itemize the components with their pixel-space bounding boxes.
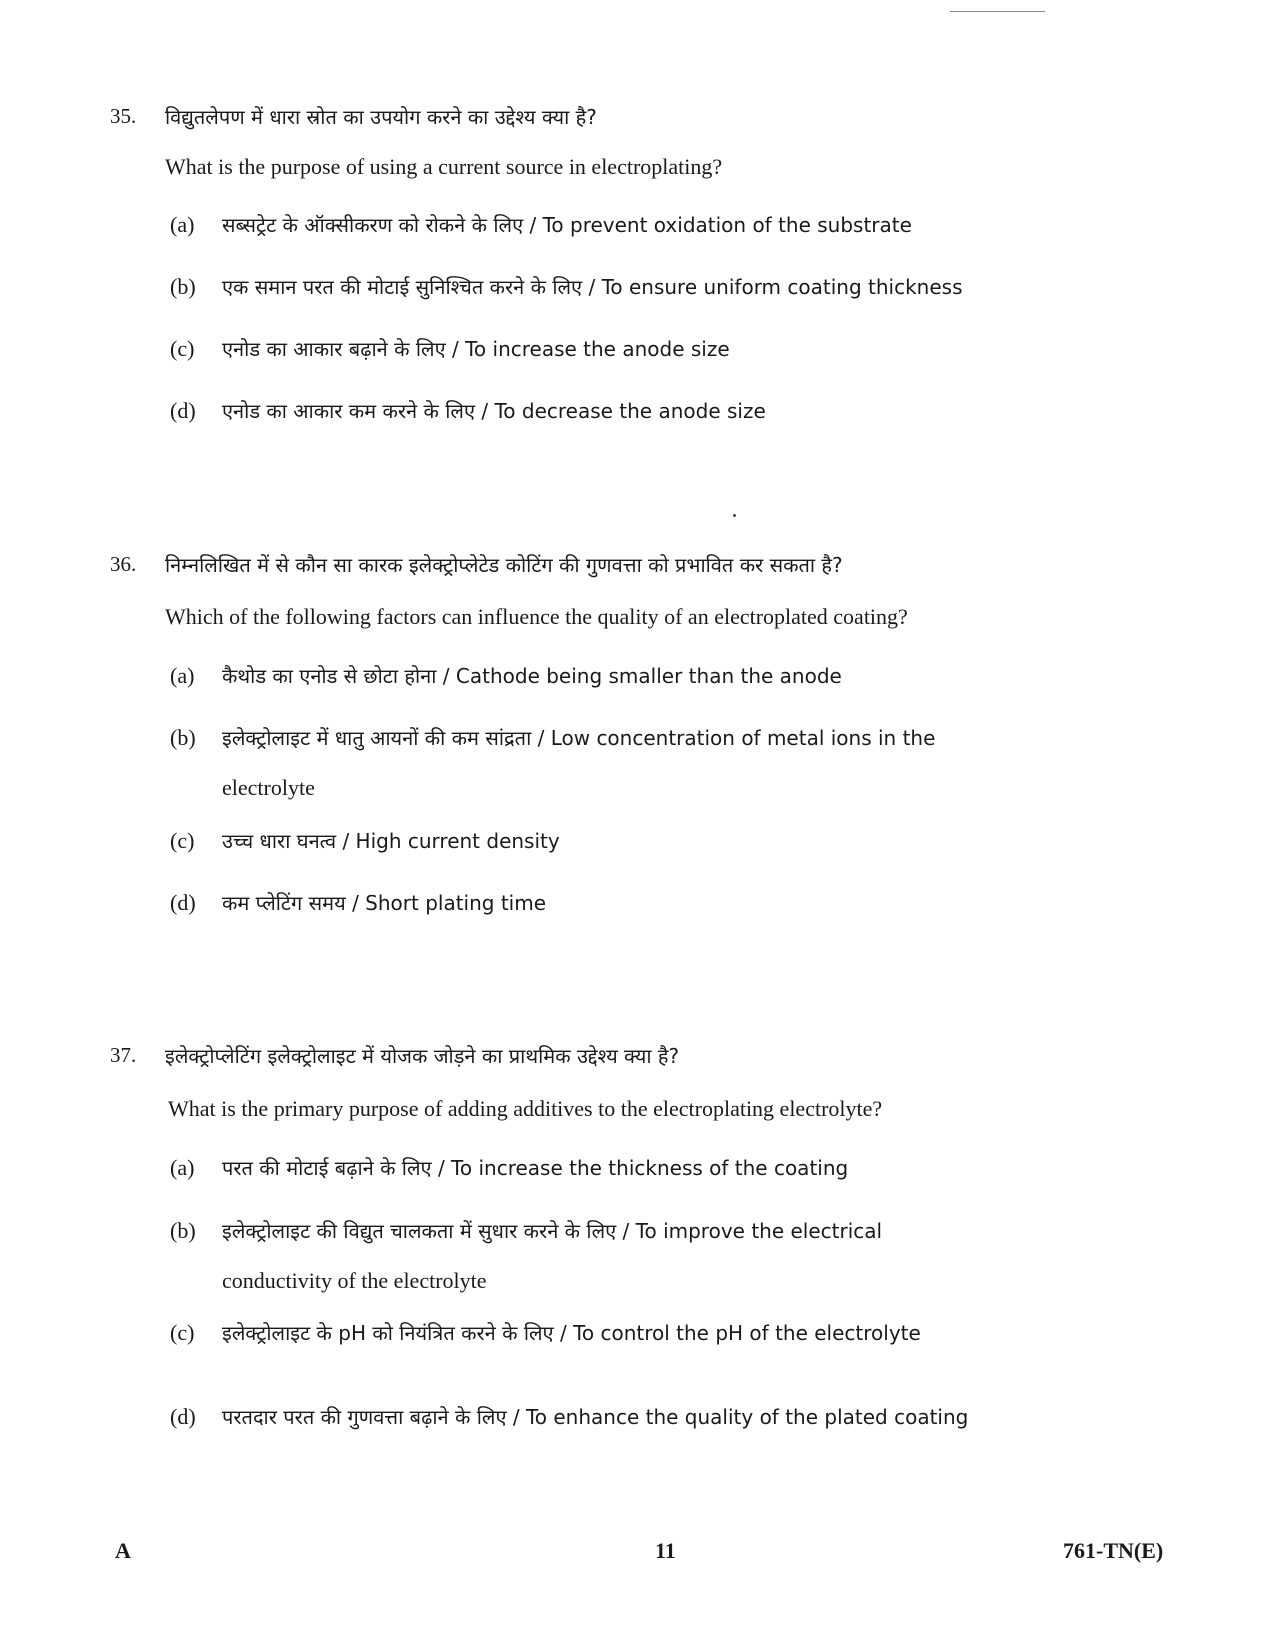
option-label: (d) [170,890,196,915]
option-label: (c) [170,1320,195,1345]
option-text: कैथोड का एनोड से छोटा होना / Cathode being smaller than the anode [222,664,842,688]
option-text: इलेक्ट्रोलाइट की विद्युत चालकता में सुधार करने के लिए / To improve the electrical [222,1219,883,1243]
option-text-continuation: electrolyte [222,775,315,800]
option-label: (b) [170,1218,196,1243]
option-label: (a) [170,1155,195,1180]
option-label: (b) [170,725,196,750]
question-hindi: विद्युतलेपण में धारा स्रोत का उपयोग करने का उद्देश्य क्या है? [165,105,597,129]
option-text: एनोड का आकार कम करने के लिए / To decrease the anode size [222,399,766,423]
option-text: कम प्लेटिंग समय / Short plating time [222,891,547,915]
option-text: इलेक्ट्रोलाइट में धातु आयनों की कम सांद्रता / Low concentration of metal ions in the [222,726,936,750]
option-text: एनोड का आकार बढ़ाने के लिए / To increase the anode size [222,337,730,361]
option-label: (c) [170,336,195,361]
footer-paper-code: 761-TN(E) [1063,1538,1164,1563]
question-english: What is the primary purpose of adding additives to the electroplating electrolyte? [168,1096,883,1121]
question-number: 37. [110,1043,137,1067]
option-label: (c) [170,828,195,853]
scan-speck [733,514,736,517]
option-text: परतदार परत की गुणवत्ता बढ़ाने के लिए / To enhance the quality of the plated coating [222,1405,969,1429]
question-number: 35. [110,104,137,128]
option-text: एक समान परत की मोटाई सुनिश्चित करने के लिए / To ensure uniform coating thickness [222,275,963,299]
footer-series: A [115,1538,131,1563]
option-text: परत की मोटाई बढ़ाने के लिए / To increase the thickness of the coating [222,1156,849,1180]
option-label: (d) [170,1404,196,1429]
option-label: (d) [170,398,196,423]
option-text: सब्सट्रेट के ऑक्सीकरण को रोकने के लिए / To prevent oxidation of the substrate [222,213,912,237]
question-english: What is the purpose of using a current source in electroplating? [165,154,723,179]
top-rule [950,11,1045,12]
option-text: उच्च धारा घनत्व / High current density [222,829,560,853]
option-label: (a) [170,663,195,688]
option-text: इलेक्ट्रोलाइट के pH को नियंत्रित करने के लिए / To control the pH of the electrolyte [222,1321,921,1345]
question-hindi: इलेक्ट्रोप्लेटिंग इलेक्ट्रोलाइट में योजक जोड़ने का प्राथमिक उद्देश्य क्या है? [165,1044,680,1068]
option-text-continuation: conductivity of the electrolyte [222,1268,487,1293]
question-english: Which of the following factors can influence the quality of an electroplated coating? [165,604,908,629]
question-hindi: निम्नलिखित में से कौन सा कारक इलेक्ट्रोप्लेटेड कोटिंग की गुणवत्ता को प्रभावित कर सकता है? [165,553,843,577]
option-label: (b) [170,274,196,299]
option-label: (a) [170,212,195,237]
question-number: 36. [110,552,137,576]
footer-page-number: 11 [655,1538,676,1563]
